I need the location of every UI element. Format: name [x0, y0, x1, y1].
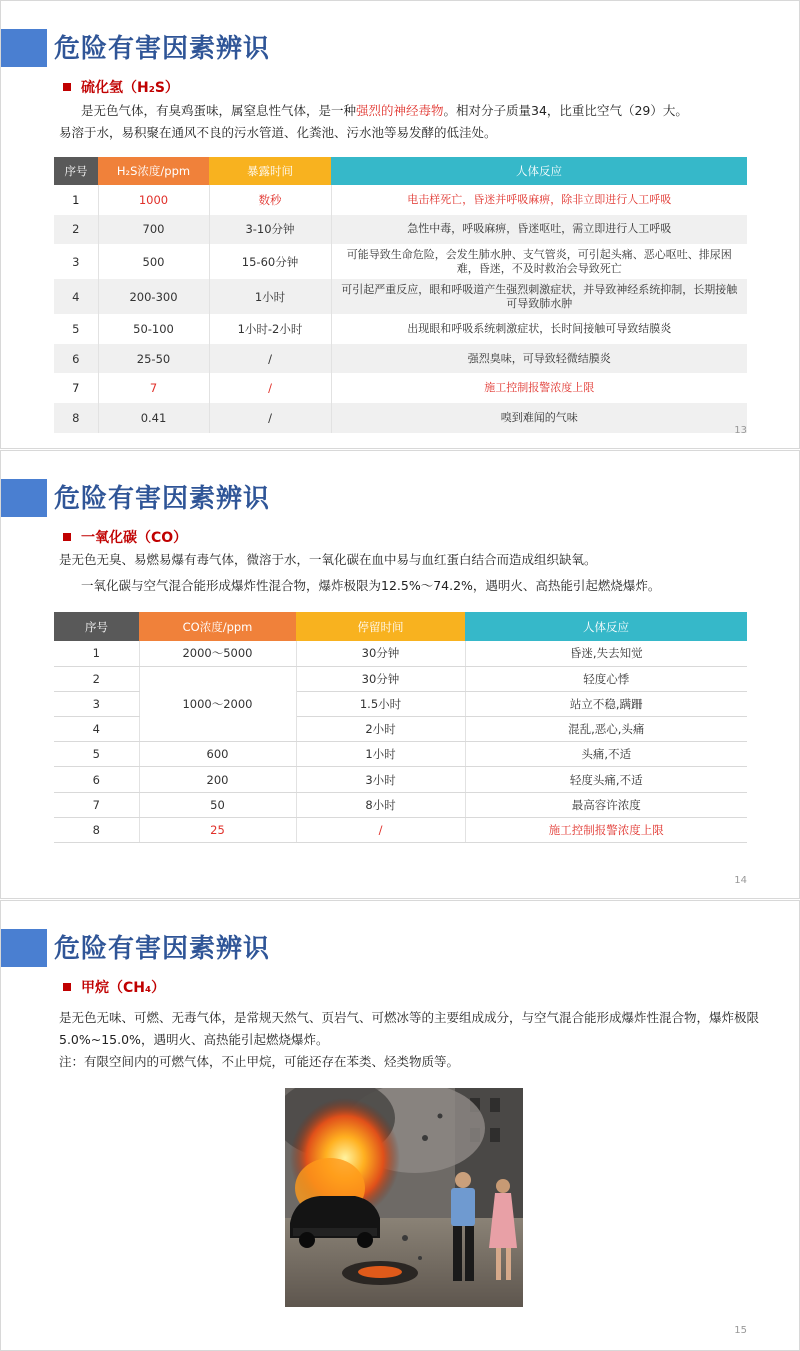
table-cell: 600	[139, 742, 296, 767]
table-row	[54, 279, 747, 314]
table-cell: 1	[54, 641, 139, 666]
table-cell: 50	[139, 792, 296, 817]
table-header: H₂S浓度/ppm	[98, 157, 209, 185]
table-header: 序号	[54, 157, 98, 185]
table-header-row	[54, 157, 747, 185]
table-cell: 施工控制报警浓度上限	[465, 817, 747, 842]
table-row	[54, 185, 747, 215]
para-text: 是无色气体，有臭鸡蛋味，属窒息性气体，是一种	[81, 103, 357, 118]
table-row	[54, 215, 747, 245]
table-row	[54, 767, 747, 792]
section-heading	[63, 977, 165, 997]
table-row	[54, 817, 747, 842]
table-cell: 6	[54, 344, 98, 374]
table-cell: 头痛,不适	[465, 742, 747, 767]
table-cell: 3小时	[296, 767, 465, 792]
table-cell: 可能导致生命危险，会发生肺水肿、支气管炎，可引起头痛、恶心呕吐、排尿困难，昏迷，不及时救治会导致死亡	[346, 247, 732, 275]
page-number: 14	[734, 875, 747, 886]
table-cell: 8	[54, 403, 98, 433]
description-paragraph: 是无色无味、可燃、无毒气体，是常规天然气、页岩气、可燃冰等的主要组成成分，与空气混合能形成爆炸性混合物，爆炸极限5.0%~15.0%，遇明火、高热能引起燃烧爆炸。	[59, 1010, 760, 1047]
table-cell: 8	[54, 817, 139, 842]
table-header: 停留时间	[296, 612, 465, 641]
table-header: CO浓度/ppm	[139, 612, 296, 641]
table-cell: 7	[54, 373, 98, 403]
table-cell: 30分钟	[296, 641, 465, 666]
para-text: 。相对分子质量34，比重比空气（29）大。	[443, 103, 688, 118]
slide-co	[0, 450, 800, 899]
table-cell: 15-60分钟	[209, 244, 331, 279]
slide-ch4	[0, 900, 800, 1351]
table-cell: 强烈臭味，可导致轻微结膜炎	[331, 344, 747, 374]
table-cell: 4	[54, 279, 98, 314]
table-cell: 4	[54, 717, 139, 742]
table-cell: 站立不稳,蹒跚	[465, 691, 747, 716]
slide-title: 危险有害因素辨识	[54, 934, 271, 964]
table-cell: 700	[98, 215, 209, 245]
table-cell: 500	[98, 244, 209, 279]
bullet-square-icon	[63, 983, 71, 991]
table-row	[54, 403, 747, 433]
table-row	[54, 373, 747, 403]
table-cell: 急性中毒，呼吸麻痹，昏迷呕吐，需立即进行人工呼吸	[331, 215, 747, 245]
table-cell: 2000～5000	[139, 641, 296, 666]
table-cell: /	[296, 817, 465, 842]
section-heading-text: 一氧化碳（CO）	[81, 530, 188, 546]
table-cell: 1小时	[209, 279, 331, 314]
table-header: 人体反应	[331, 157, 747, 185]
note-paragraph: 注：有限空间内的可燃气体，不止甲烷，可能还存在苯类、烃类物质等。	[59, 1054, 460, 1069]
section-heading-text: 甲烷（CH₄）	[81, 980, 166, 996]
table-row	[54, 314, 747, 344]
table-cell: 2	[54, 215, 98, 245]
table-cell: 1	[54, 185, 98, 215]
explosion-photo	[285, 1088, 523, 1307]
table-cell: 3-10分钟	[209, 215, 331, 245]
description-paragraph: 是无色无臭、易燃易爆有毒气体，微溶于水，一氧化碳在血中易与血红蛋白结合而造成组织缺氧。	[59, 552, 597, 567]
title-accent-bar	[1, 929, 47, 967]
bullet-square-icon	[63, 533, 71, 541]
table-cell: 轻度头痛,不适	[465, 767, 747, 792]
table-cell: 2	[54, 666, 139, 691]
table-cell: 8小时	[296, 792, 465, 817]
table-cell: 轻度心悸	[465, 666, 747, 691]
table-header: 暴露时间	[209, 157, 331, 185]
table-cell: 数秒	[209, 185, 331, 215]
title-accent-bar	[1, 479, 47, 517]
table-cell: 2小时	[296, 717, 465, 742]
description-paragraph	[59, 100, 759, 122]
description-paragraph: 易溶于水，易积聚在通风不良的污水管道、化粪池、污水池等易发酵的低洼处。	[59, 125, 497, 140]
table-cell-merged: 1000～2000	[139, 666, 296, 742]
table-cell: 50-100	[98, 314, 209, 344]
description-paragraph: 一氧化碳与空气混合能形成爆炸性混合物，爆炸极限为12.5%～74.2%，遇明火、高热能引起燃烧爆炸。	[81, 578, 661, 593]
table-cell: 7	[98, 373, 209, 403]
table-cell: 5	[54, 314, 98, 344]
table-cell: 200	[139, 767, 296, 792]
title-accent-bar	[1, 29, 47, 67]
page-number: 15	[734, 1325, 747, 1336]
para-highlight: 强烈的神经毒物	[356, 103, 444, 118]
table-cell: 7	[54, 792, 139, 817]
table-cell: 0.41	[98, 403, 209, 433]
page-number: 13	[734, 425, 747, 436]
bullet-square-icon	[63, 83, 71, 91]
table-row	[54, 792, 747, 817]
table-cell: 25-50	[98, 344, 209, 374]
table-cell: /	[209, 373, 331, 403]
table-cell: 1小时	[296, 742, 465, 767]
table-header-row	[54, 612, 747, 641]
h2s-table	[54, 157, 747, 433]
table-cell: 可引起严重反应，眼和呼吸道产生强烈刺激症状，并导致神经系统抑制，长期接触可导致肺水肿	[331, 279, 747, 314]
slide-title: 危险有害因素辨识	[54, 484, 271, 514]
table-cell: 25	[139, 817, 296, 842]
table-cell: 3	[54, 244, 98, 279]
section-heading	[63, 77, 179, 97]
co-table	[54, 612, 747, 843]
table-cell: 施工控制报警浓度上限	[484, 381, 595, 395]
table-cell: 1小时-2小时	[209, 314, 331, 344]
explosion-photo-illustration	[285, 1088, 523, 1307]
table-cell: 昏迷,失去知觉	[465, 641, 747, 666]
table-header: 人体反应	[465, 612, 747, 641]
slide-title: 危险有害因素辨识	[54, 34, 271, 64]
slide-h2s	[0, 0, 800, 449]
table-cell: 电击样死亡，昏迷并呼吸麻痹，除非立即进行人工呼吸	[407, 192, 672, 206]
table-cell: 1.5小时	[296, 691, 465, 716]
table-row	[54, 742, 747, 767]
table-cell: 5	[54, 742, 139, 767]
table-cell: /	[209, 344, 331, 374]
table-row	[54, 641, 747, 666]
section-heading-text: 硫化氢（H₂S）	[81, 80, 179, 96]
table-cell: 1000	[98, 185, 209, 215]
table-row	[54, 666, 747, 691]
section-heading	[63, 527, 187, 547]
table-cell: 30分钟	[296, 666, 465, 691]
table-cell: 嗅到难闻的气味	[331, 403, 747, 433]
table-cell: 3	[54, 691, 139, 716]
table-cell: 出现眼和呼吸系统刺激症状，长时间接触可导致结膜炎	[407, 321, 672, 335]
table-cell: /	[209, 403, 331, 433]
table-header: 序号	[54, 612, 139, 641]
table-row	[54, 244, 747, 279]
table-cell: 6	[54, 767, 139, 792]
table-cell: 最高容许浓度	[465, 792, 747, 817]
table-cell: 混乱,恶心,头痛	[465, 717, 747, 742]
table-cell: 200-300	[98, 279, 209, 314]
table-row	[54, 344, 747, 374]
